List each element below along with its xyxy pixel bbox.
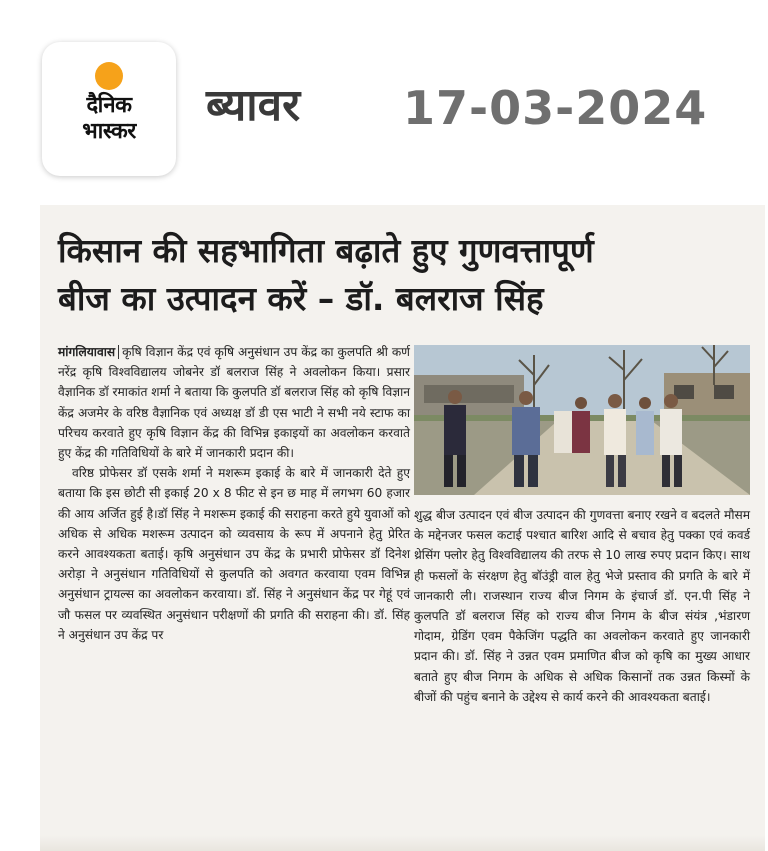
article-paragraph [58, 342, 410, 463]
article-headline [58, 227, 758, 323]
edition-date: 17-03-2024 [403, 81, 708, 135]
logo-sun-icon [95, 62, 123, 90]
article-paragraph: वरिष्ठ प्रोफेसर डॉ एसके शर्मा ने मशरूम इकाई के बारे में जानकारी देते हुए बताया कि इस छोटी सी इकाई 20 x 8 फीट से इन छ माह में लगभग 60 हजार की आय अर्जित हुई है।डॉ सिंह ने मशरूम इकाई की सराहना करते हुये युवाओं को अधिक से अधिक मशरूम उत्पादन को व्यवसाय के रूप में अपनाने हेतु प्रेरित करने आवश्यकता बताई। कृषि अनुसंधान उप केंद्र के प्रभारी प्रोफेसर डॉ दिनेश अरोड़ा ने अनुसंधान गतिविधियों से कुलपति को अवगत करवाया एवम विभिन्न अनुसंधान ट्रायल्स का अवलोकन करवाया। डॉ. सिंह ने अनुसंधान केंद्र पर गेहूं एवं जौ फसल पर व्यवस्थित अनुसंधान परीक्षणों की प्रगति की सराहना की। डॉ. सिंह ने अनुसंधान उप केंद्र पर [58, 466, 410, 642]
headline-line1: किसान की सहभागिता बढ़ाते हुए गुणवत्तापूर्ण [58, 231, 594, 270]
article-column-right [414, 505, 750, 707]
visit-photo-illustration [414, 345, 750, 495]
edition-city: ब्यावर [206, 80, 301, 131]
logo-text-line2: भास्कर [82, 119, 136, 144]
news-photo [414, 345, 750, 495]
article-dateline: मांगलियावास [58, 345, 119, 359]
dainik-bhaskar-logo [42, 42, 176, 176]
news-clipping [40, 205, 765, 851]
headline-line2: बीज का उत्पादन करें – डॉ. बलराज सिंह [58, 279, 544, 318]
article-paragraph: शुद्ध बीज उत्पादन एवं बीज उत्पादन की गुणवत्ता बनाए रखने व बदलते मौसम के मद्देनजर फसल कटाई पश्चात बारिश आदि से बचाव हेतु पक्का एवं कवर्ड थ्रेसिंग फ्लोर हेतु विश्वविद्यालय की तरफ से 10 लाख रुपए प्रदान किए। साथ ही फसलों के संरक्षण हेतु बॉउंड्री वाल हेतु भेजे प्रस्ताव की प्रगति के बारे में जानकारी ली। राजस्थान राज्य बीज निगम के इंचार्ज डॉ. एन.पी सिंह ने कुलपति डॉ बलराज सिंह को राज्य बीज निगम के बीज संयंत्र ,भंडारण गोदाम, ग्रेडिंग एवम पैकेजिंग पद्धति का अवलोकन करवाते हुए जानकारी प्रदान की। डॉ. सिंह ने उन्नत एवम प्रमाणित बीज को कृषि का मुख्य आधार बताते हुए बीज निगम के अधिक से अधिक किसानों तक उन्नत किस्मों के बीजों की पहुंच बनाने के उद्देश्य से कार्य करने की आवश्यकता बताई। [414, 508, 750, 704]
logo-text-line1: दैनिक [86, 93, 132, 118]
article-column-left [58, 342, 410, 645]
paragraph-text: कृषि विज्ञान केंद्र एवं कृषि अनुसंधान उप केंद्र का कुलपति श्री कर्ण नरेंद्र कृषि विश्वविद्यालय जोबनेर डॉ बलराज सिंह ने अवलोकन किया। प्रसार वैज्ञानिक डॉ रमाकांत शर्मा ने बताया कि कुलपति डॉ बलराज सिंह को कृषि विज्ञान केंद्र अजमेर के वरिष्ठ वैज्ञानिक एवं अध्यक्ष डॉ डी एस भाटी ने सभी नये स्टाफ का परिचय करवाते हुए कृषि विज्ञान केंद्र की विभिन्न इकाइयों का अवलोकन करवाते हुए केंद्र की गतिविधियों के बारे में जानकारी प्रदान की। [58, 345, 410, 461]
clipping-bottom-edge [40, 835, 765, 851]
masthead [0, 0, 768, 200]
